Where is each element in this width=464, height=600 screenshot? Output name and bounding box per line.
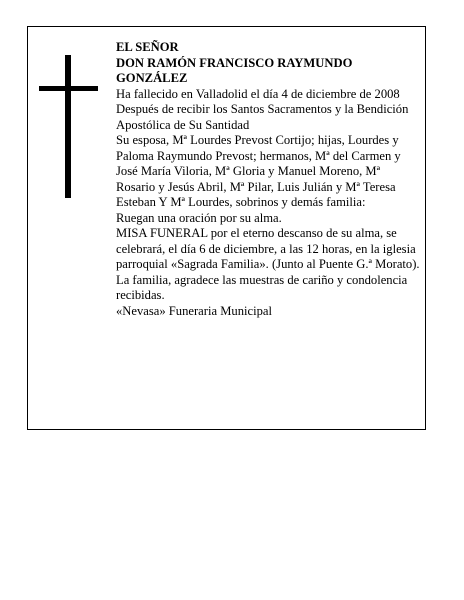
notice-body [116,40,421,319]
cross-horizontal-bar [39,86,98,91]
family-list: Su esposa, Mª Lourdes Prevost Cortijo; hijas, Lourdes y Paloma Raymundo Prevost; hermanos, Mª del Carmen y José María Viloria, Mª Gloria y Manuel Moreno, Mª Rosario y Jesús Abril, Mª Pilar, Luis Julián y Mª Teresa Esteban Y Mª Lourdes, sobrinos y demás familia: [116,133,401,209]
thanks-text: La familia, agradece las muestras de cariño y condolencia recibidas. [116,272,408,302]
deceased-name: DON RAMÓN FRANCISCO RAYMUNDO GONZÁLEZ [116,55,353,85]
obituary-notice [27,26,426,430]
death-notice: Ha fallecido en Valladolid el día 4 de diciembre de 2008 [116,86,400,101]
funeral-home: «Nevasa» Funeraria Municipal [116,303,272,318]
funeral-mass-text: MISA FUNERAL por el eterno descanso de su alma, se celebrará, el día 6 de diciembre, a las 12 horas, en la iglesia parroquial «Sagrada Familia». (Junto al Puente G.ª Morato). [116,226,420,271]
prayer-request: Ruegan una oración por su alma. [116,210,282,225]
sacraments-text: Después de recibir los Santos Sacramentos y la Bendición Apostólica de Su Santidad [116,102,409,132]
cross-vertical-bar [65,55,71,198]
heading-line-1: EL SEÑOR [116,40,179,54]
